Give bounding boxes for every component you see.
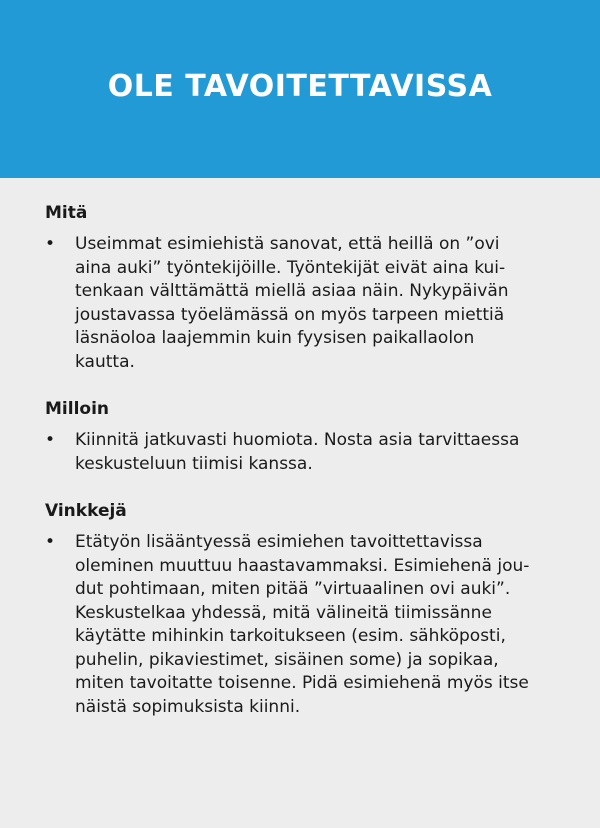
list-item bbox=[45, 429, 560, 476]
list-item bbox=[45, 233, 560, 374]
bullet-list bbox=[45, 531, 560, 719]
card-content bbox=[0, 178, 600, 719]
section-heading: Vinkkejä bbox=[45, 501, 127, 521]
section-vinkkeja bbox=[45, 500, 560, 719]
list-item-text: Useimmat esimiehistä sanovat, että heillä on ”ovi aina auki” työntekijöille. Työntekijät eivät aina kui- tenkaan välttämättä miellä asiaa näin. Nykypäivän joustavassa työelämässä on myös tarpeen miettiä läsnäoloa laajemmin kuin fyysisen paikallaolon kautta. bbox=[75, 234, 509, 372]
list-item bbox=[45, 531, 560, 719]
section-heading: Mitä bbox=[45, 203, 88, 223]
section-heading: Milloin bbox=[45, 399, 110, 419]
list-item-text: Kiinnitä jatkuvasti huomiota. Nosta asia tarvittaessa keskusteluun tiimisi kanssa. bbox=[75, 430, 520, 474]
bullet-icon: • bbox=[45, 234, 56, 254]
bullet-list bbox=[45, 233, 560, 374]
bullet-icon: • bbox=[45, 430, 56, 450]
bullet-list bbox=[45, 429, 560, 476]
page-title: OLE TAVOITETTAVISSA bbox=[107, 68, 493, 104]
section-mita bbox=[45, 202, 560, 374]
header-banner bbox=[0, 0, 600, 178]
section-milloin bbox=[45, 398, 560, 476]
list-item-text: Etätyön lisääntyessä esimiehen tavoittettavissa oleminen muuttuu haastavammaksi. Esimiehenä jou- dut pohtimaan, miten pitää ”virtuaalinen ovi auki”. Keskustelkaa yhdessä, mitä välineitä tiimissänne käytätte mihinkin tarkoitukseen (esim. sähköposti, puhelin, pikaviestimet, sisäinen some) ja sopikaa, miten tavoitatte toisenne. Pidä esimiehenä myös itse näistä sopimuksista kiinni. bbox=[75, 532, 530, 717]
bullet-icon: • bbox=[45, 532, 56, 552]
